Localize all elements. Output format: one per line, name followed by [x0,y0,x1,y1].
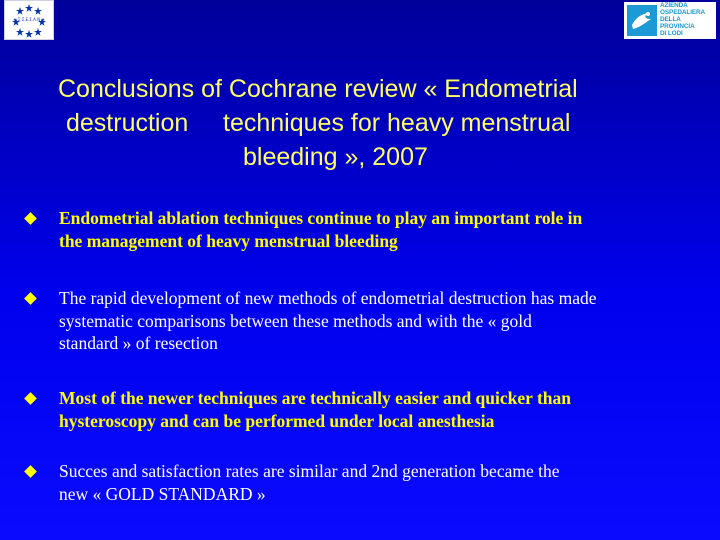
bullet-text [59,207,709,252]
bullet-text-line: The rapid development of new methods of endometrial destruction has made [59,288,597,308]
slide-title-line-2: destruction techniques for heavy menstrual [66,109,571,137]
diamond-bullet-icon [24,292,37,305]
hospital-name-line: PROVINCIA [660,22,695,30]
bullet-text [59,460,709,505]
bullet-text [59,287,709,355]
eu-logo-text: ★ Σ.Σ.Ε.Σ.Α.Ν ★ [13,17,45,22]
bullet-text-line: hysteroscopy and can be performed under local anesthesia [59,410,495,431]
hospital-name-line: DI LODI [660,29,683,37]
bullet-text-line: systematic comparisons between these methods and with the « gold [59,310,532,331]
bullet-text-line: Most of the newer techniques are technically easier and quicker than [59,388,572,408]
slide-title-line-1: Conclusions of Cochrane review « Endometrial [58,75,578,103]
bullet-text-line: standard » of resection [59,333,218,353]
bullet-text-line: new « GOLD STANDARD » [59,483,266,504]
bullet-text-line: the management of heavy menstrual bleeding [59,230,398,251]
hospital-name-line: DELLA [660,15,681,23]
diamond-bullet-icon [24,392,37,405]
hospital-name-line: AZIENDA [660,2,688,9]
diamond-bullet-icon [24,212,37,225]
bullet-text-line: Endometrial ablation techniques continue to play an important role in [59,208,583,228]
slide-title-line-3: bleeding », 2007 [243,143,428,171]
hospital-name-line: OSPEDALIERA [660,8,706,16]
bullet-text [59,387,709,432]
diamond-bullet-icon [24,465,37,478]
bullet-text-line: Succes and satisfaction rates are similar and 2nd generation became the [59,461,560,481]
